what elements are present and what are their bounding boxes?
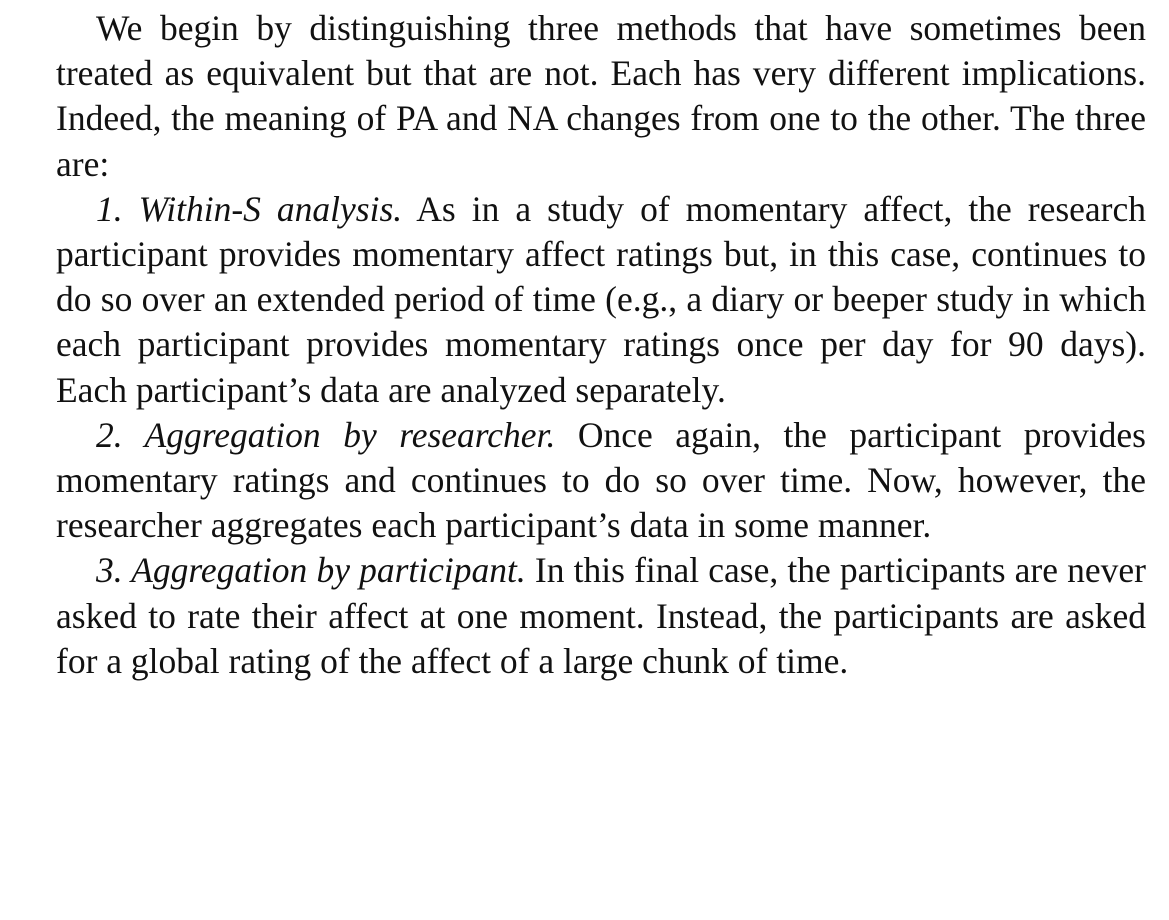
- method-item-aggregation-researcher: [56, 413, 1146, 549]
- method-item-text: In this final case, the participants are never asked to rate their affect at one moment. Instead, the participants are asked for a global rating of the affect of a large chunk of time.: [56, 550, 1146, 681]
- method-item-within-s: [56, 187, 1146, 413]
- method-item-text: Once again, the participant provides momentary ratings and continues to do so over time. Now, however, the researcher aggregates each participant’s data in some manner.: [56, 414, 1146, 546]
- method-item-heading: 1. Within-S analysis.: [96, 188, 403, 229]
- document-page: [56, 6, 1146, 684]
- method-item-heading: 2. Aggregation by researcher.: [96, 414, 556, 455]
- intro-paragraph: We begin by distinguishing three methods that have sometimes been treated as equivalent but that are not. Each has very different implications. Indeed, the meaning of PA and NA changes from one to the other. The three are:: [56, 8, 1146, 184]
- method-item-text: As in a study of momentary affect, the research participant provides momentary affect ratings but, in this case, continues to do so over an extended period of time (e.g., a diary or beeper study in which each participant provides momentary ratings once per day for 90 days). Each participant’s data are analyzed separately.: [56, 188, 1147, 410]
- method-item-heading: 3. Aggregation by participant.: [96, 550, 526, 591]
- method-item-aggregation-participant: [56, 548, 1146, 684]
